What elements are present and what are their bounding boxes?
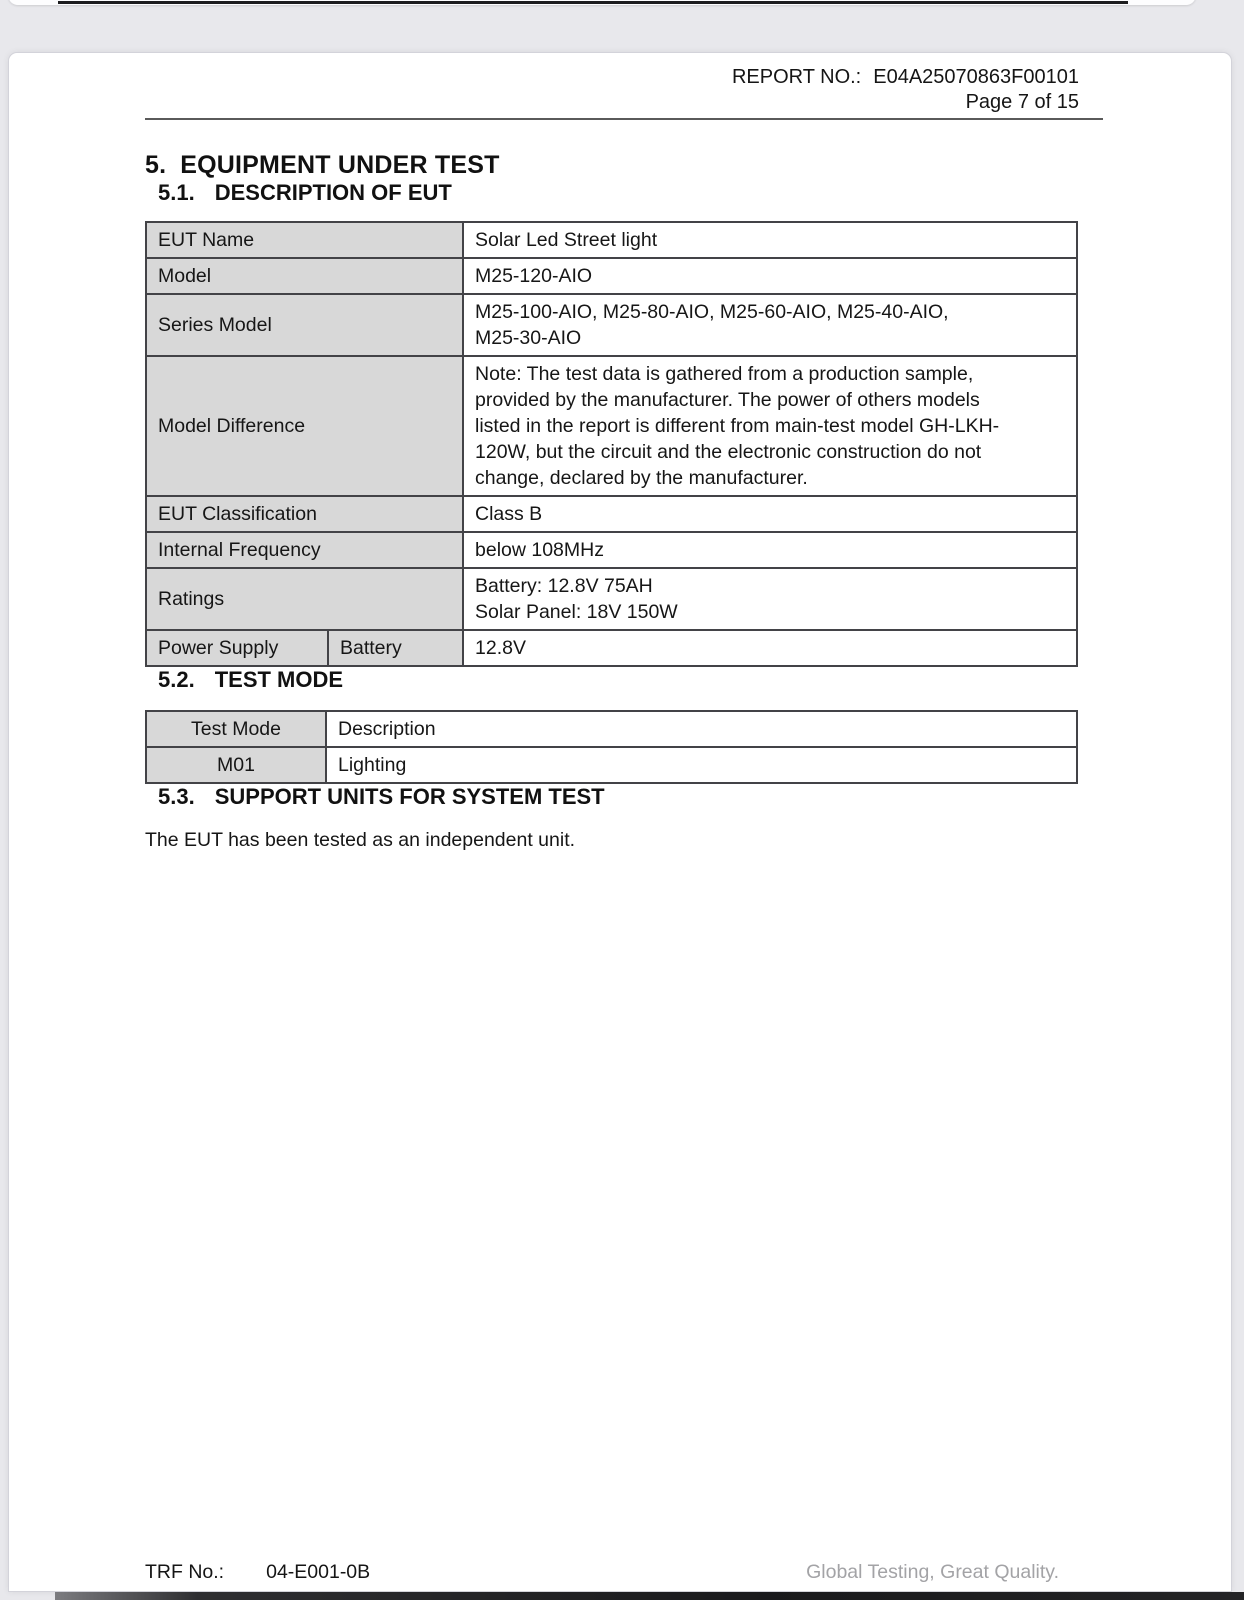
header-rule	[145, 118, 1103, 120]
table-row	[146, 630, 1077, 666]
report-page	[8, 52, 1232, 1592]
value-line: Solar Panel: 18V 150W	[475, 601, 678, 623]
section-5-heading	[145, 151, 1103, 180]
row-label: Series Model	[146, 294, 463, 356]
table-row	[146, 356, 1077, 496]
section-5-3-number: 5.3.	[158, 784, 195, 809]
table-row	[146, 568, 1077, 630]
section-5-2-title: TEST MODE	[214, 667, 344, 692]
row-value	[463, 356, 1077, 496]
table-row	[146, 222, 1077, 258]
bottom-scan-bar	[55, 1592, 1244, 1600]
row-label: EUT Name	[146, 222, 463, 258]
value-line: listed in the report is different from main-test model GH-LKH-	[475, 415, 1000, 437]
column-header-description: Description	[326, 711, 1077, 747]
eut-description-table	[145, 221, 1078, 667]
value-line: M25-100-AIO, M25-80-AIO, M25-60-AIO, M25-40-AIO,	[475, 301, 949, 323]
value-line: Battery: 12.8V 75AH	[475, 575, 653, 597]
row-value: below 108MHz	[463, 532, 1077, 568]
table-row	[146, 532, 1077, 568]
row-value	[463, 568, 1077, 630]
test-mode-cell: M01	[146, 747, 326, 783]
report-number-value: E04A25070863F00101	[873, 66, 1079, 88]
table-header-row	[146, 711, 1077, 747]
value-line: M25-30-AIO	[475, 327, 582, 349]
top-scan-line	[58, 1, 1128, 4]
page-header	[145, 53, 1103, 115]
trf-value: 04-E001-0B	[266, 1561, 371, 1583]
table-row	[146, 258, 1077, 294]
section-5-2-number: 5.2.	[158, 667, 195, 692]
value-line: 120W, but the circuit and the electronic construction do not	[475, 441, 982, 463]
row-value: Class B	[463, 496, 1077, 532]
trf-label: TRF No.:	[145, 1561, 225, 1583]
value-line: change, declared by the manufacturer.	[475, 467, 808, 489]
page-content	[145, 53, 1103, 853]
section-5-1-heading	[158, 180, 1103, 206]
section-5-1-title: DESCRIPTION OF EUT	[214, 180, 452, 205]
section-5-3-heading	[158, 784, 1103, 810]
table-row	[146, 294, 1077, 356]
row-label: Model Difference	[146, 356, 463, 496]
row-value	[463, 294, 1077, 356]
row-label: Internal Frequency	[146, 532, 463, 568]
value-line: provided by the manufacturer. The power of others models	[475, 389, 980, 411]
section-5-1-number: 5.1.	[158, 180, 195, 205]
test-mode-table	[145, 710, 1078, 784]
section-5-title: EQUIPMENT UNDER TEST	[180, 151, 500, 179]
row-label: Model	[146, 258, 463, 294]
page-footer	[145, 1561, 1059, 1584]
support-units-text: The EUT has been tested as an independent unit.	[145, 829, 576, 851]
footer-slogan: Global Testing, Great Quality.	[806, 1561, 1059, 1583]
value-line: Note: The test data is gathered from a production sample,	[475, 363, 974, 385]
report-number-label: REPORT NO.:	[731, 66, 862, 88]
section-5-number: 5.	[145, 151, 167, 179]
row-label: EUT Classification	[146, 496, 463, 532]
row-sublabel: Battery	[328, 630, 463, 666]
row-value: Solar Led Street light	[463, 222, 1077, 258]
section-5-2-heading	[158, 667, 1103, 693]
row-value: M25-120-AIO	[463, 258, 1077, 294]
table-row	[146, 747, 1077, 783]
description-cell: Lighting	[326, 747, 1077, 783]
row-value: 12.8V	[463, 630, 1077, 666]
report-number-line	[145, 65, 1079, 90]
row-label: Power Supply	[146, 630, 328, 666]
section-5-3-title: SUPPORT UNITS FOR SYSTEM TEST	[214, 784, 605, 809]
row-label: Ratings	[146, 568, 463, 630]
column-header-test-mode: Test Mode	[146, 711, 326, 747]
page-number: Page 7 of 15	[965, 91, 1079, 113]
table-row	[146, 496, 1077, 532]
